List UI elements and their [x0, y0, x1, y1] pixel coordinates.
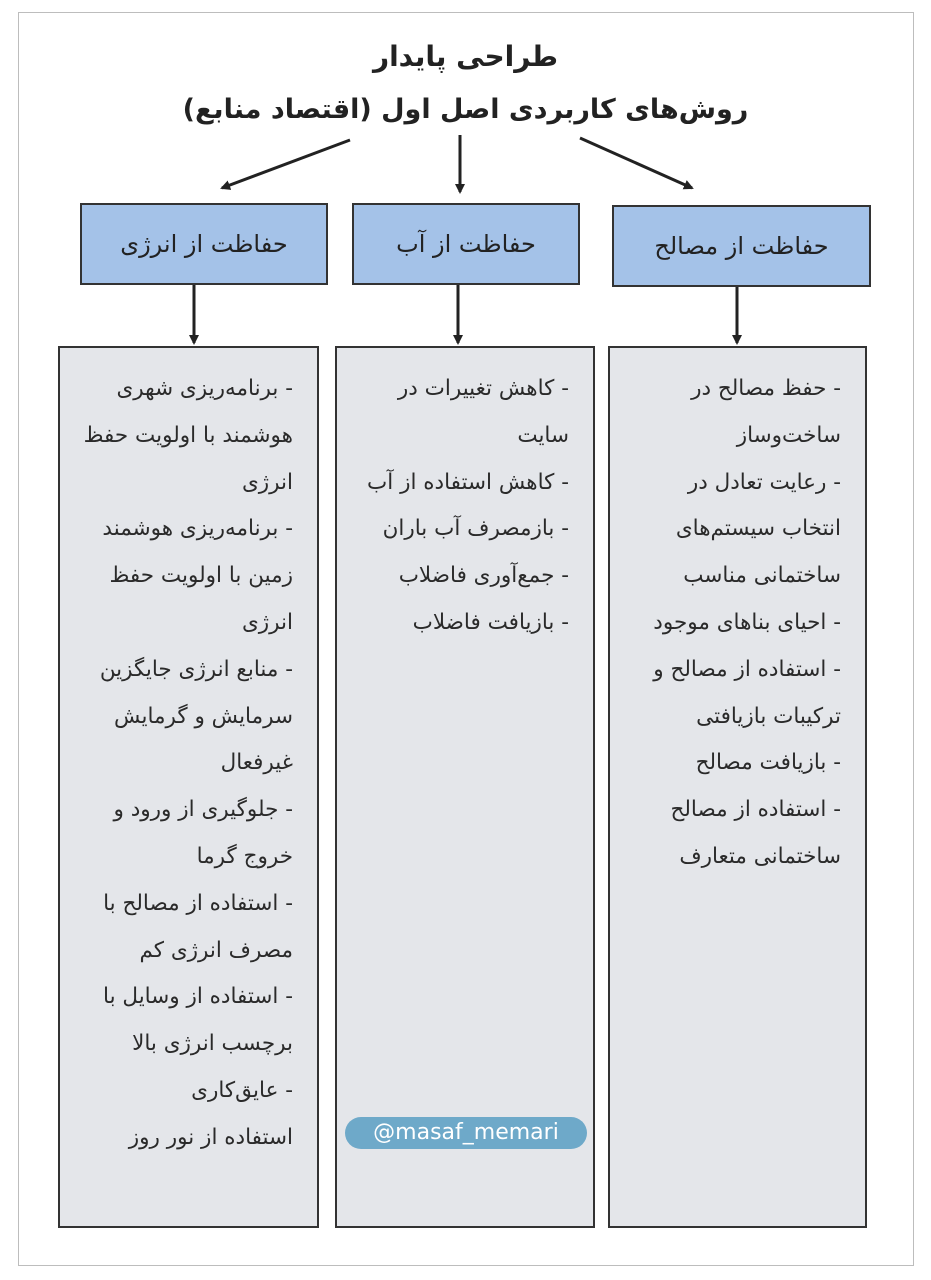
list-item: - کاهش تغییرات در سایت	[397, 376, 569, 448]
column-energy	[58, 346, 319, 1228]
column-materials	[608, 346, 867, 1228]
heading-water: حفاظت از آب	[352, 203, 580, 285]
watermark-badge: @masaf_memari	[345, 1117, 587, 1149]
list-item: استفاده از نور روز	[128, 1124, 293, 1150]
diagram-subtitle: روش‌های کاربردی اصل اول (اقتصاد منابع)	[182, 94, 749, 125]
list-item: - بازیافت مصالح	[695, 750, 841, 776]
column-water	[335, 346, 595, 1228]
list-item: - استفاده از مصالح و ترکیبات بازیافتی	[653, 656, 841, 729]
list-item: - رعایت تعادل در انتخاب سیستم‌های ساختمانی مناسب	[675, 469, 841, 589]
list-item: - منابع انرژی جایگزین سرمایش و گرمایش غیرفعال	[99, 656, 293, 776]
materials-list	[630, 366, 841, 881]
list-item: - جلوگیری از ورود و خروج گرما	[113, 797, 293, 869]
heading-materials: حفاظت از مصالح	[612, 205, 871, 287]
list-item: - برنامه‌ریزی هوشمند زمین با اولویت حفظ انرژی	[102, 516, 293, 635]
energy-list	[80, 366, 293, 1162]
list-item: - استفاده از مصالح با مصرف انرژی کم	[103, 890, 293, 963]
diagram-title: طراحی پایدار	[372, 40, 559, 73]
water-list	[357, 366, 569, 647]
list-item: - بازمصرف آب باران	[382, 516, 569, 542]
heading-energy: حفاظت از انرژی	[80, 203, 328, 285]
list-item: - حفظ مصالح در ساخت‌وساز	[691, 376, 841, 448]
list-item: - برنامه‌ریزی شهری هوشمند با اولویت حفظ انرژی	[83, 376, 293, 495]
list-item: - کاهش استفاده از آب	[367, 469, 569, 495]
arrow-to-materials	[580, 138, 692, 188]
list-item: - بازیافت فاضلاب	[412, 609, 569, 635]
list-item: - احیای بناهای موجود	[653, 609, 841, 635]
list-item: - استفاده از وسایل با برچسب انرژی بالا	[103, 984, 293, 1057]
list-item: - استفاده از مصالح ساختمانی متعارف	[670, 797, 841, 869]
arrow-to-energy	[222, 140, 350, 188]
list-item: - عایق‌کاری	[191, 1077, 293, 1103]
list-item: - جمع‌آوری فاضلاب	[398, 563, 569, 589]
